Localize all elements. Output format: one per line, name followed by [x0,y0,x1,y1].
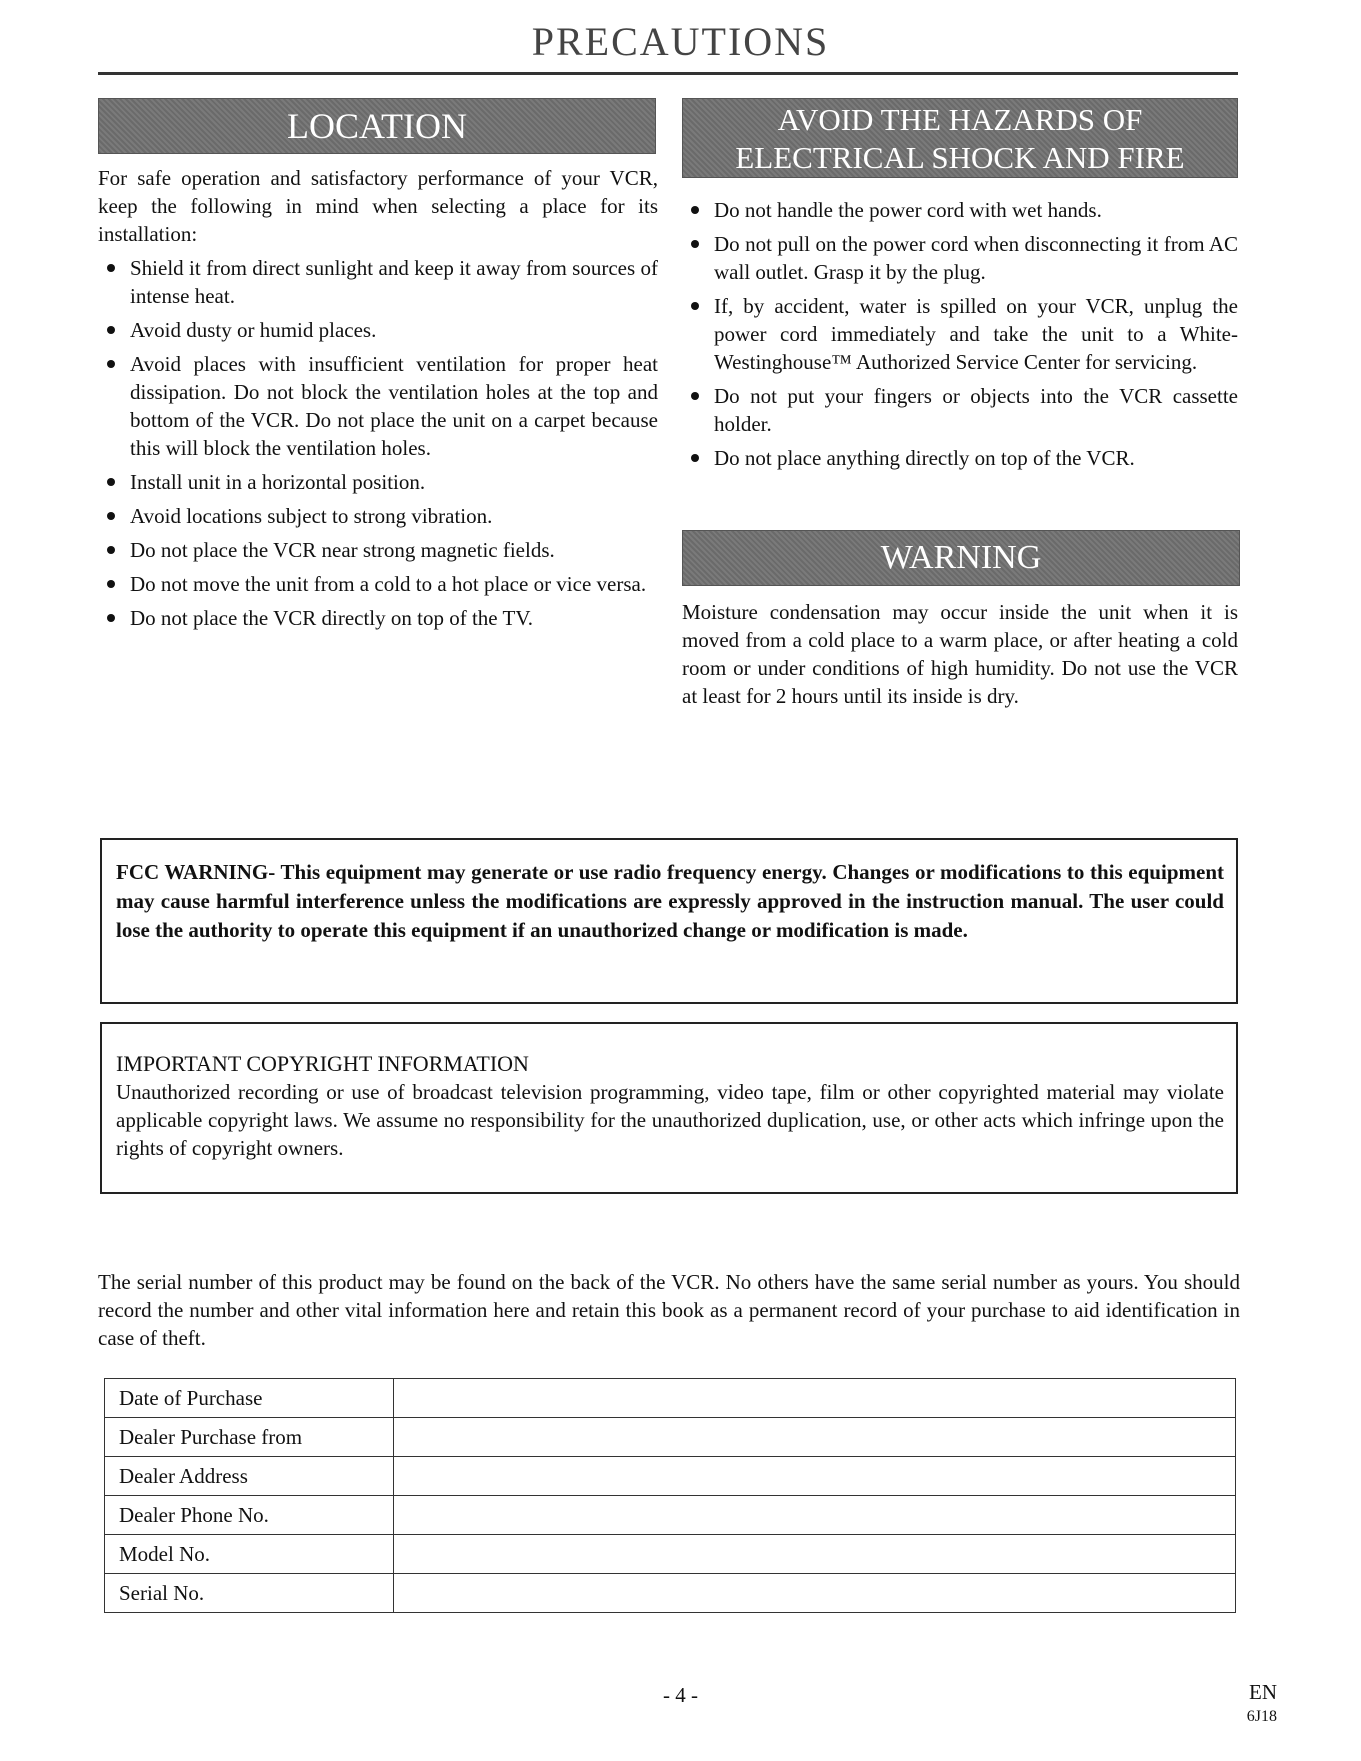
serial-number-note: The serial number of this product may be found on the back of the VCR. No others have the same serial number as yours. You should record the number and other vital information here and retain this book as a permanent record of your purchase to aid identification in case of theft. [98,1270,1240,1350]
location-item: Install unit in a horizontal position. [98,468,658,496]
hazards-heading-line1: AVOID THE HAZARDS OF [777,102,1143,137]
warning-heading: WARNING [682,530,1240,586]
record-value-cell [394,1379,1236,1418]
hazards-section [682,196,1238,478]
location-item: Avoid locations subject to strong vibration. [98,502,658,530]
fcc-warning-box [100,838,1238,1004]
purchase-record-table [104,1378,1236,1613]
location-item: Do not place the VCR near strong magnetic fields. [98,536,658,564]
hazard-item: Do not place anything directly on top of the VCR. [682,444,1238,472]
document-code: 6J18 [1246,1708,1277,1725]
hazards-heading [682,98,1238,178]
page-number: - 4 - [663,1683,698,1707]
location-item: Shield it from direct sunlight and keep it away from sources of intense heat. [98,254,658,310]
record-value-cell [394,1496,1236,1535]
hazard-item: Do not put your fingers or objects into the VCR cassette holder. [682,382,1238,438]
table-row [105,1418,1236,1457]
location-intro: For safe operation and satisfactory performance of your VCR, keep the following in mind when selecting a place for its installation: [98,166,658,246]
warning-text: Moisture condensation may occur inside the unit when it is moved from a cold place to a warm place, or after heating a cold room or under conditions of high humidity. Do not use the VCR at least for 2 hours until its inside is dry. [682,600,1238,708]
hazards-heading-line2: ELECTRICAL SHOCK AND FIRE [735,140,1185,175]
record-label: Model No. [105,1535,394,1574]
record-label: Serial No. [105,1574,394,1613]
hazards-list [682,196,1238,472]
copyright-text: Unauthorized recording or use of broadcast television programming, video tape, film or other copyrighted material may violate applicable copyright laws. We assume no responsibility for the unauthorized duplication, use, or other acts which infringe upon the rights of copyright owners. [116,1080,1224,1160]
table-row [105,1496,1236,1535]
record-label: Date of Purchase [105,1379,394,1418]
copyright-box [100,1022,1238,1194]
location-item: Avoid dusty or humid places. [98,316,658,344]
record-value-cell [394,1418,1236,1457]
table-row [105,1379,1236,1418]
record-value-cell [394,1457,1236,1496]
table-row [105,1574,1236,1613]
location-section [98,164,658,638]
title-divider [98,72,1238,75]
record-value-cell [394,1535,1236,1574]
fcc-warning-text: FCC WARNING- This equipment may generate or use radio frequency energy. Changes or modifications to this equipment may cause harmful interference unless the modifications are expressly approved in the instruction manual. The user could lose the authority to operate this equipment if an unauthorized change or modification is made. [116,860,1224,942]
hazard-item: If, by accident, water is spilled on your VCR, unplug the power cord immediately and take the unit to a White-Westinghouse™ Authorized Service Center for servicing. [682,292,1238,376]
record-value-cell [394,1574,1236,1613]
location-heading: LOCATION [98,98,656,154]
language-code: EN [1249,1680,1277,1704]
copyright-title: IMPORTANT COPYRIGHT INFORMATION [116,1051,529,1076]
location-item: Do not place the VCR directly on top of the TV. [98,604,658,632]
table-row [105,1535,1236,1574]
hazard-item: Do not pull on the power cord when disconnecting it from AC wall outlet. Grasp it by the plug. [682,230,1238,286]
record-label: Dealer Purchase from [105,1418,394,1457]
location-item: Do not move the unit from a cold to a hot place or vice versa. [98,570,658,598]
hazard-item: Do not handle the power cord with wet hands. [682,196,1238,224]
location-item: Avoid places with insufficient ventilation for proper heat dissipation. Do not block the ventilation holes at the top and bottom of the VCR. Do not place the unit on a carpet because this will block the ventilation holes. [98,350,658,462]
record-label: Dealer Phone No. [105,1496,394,1535]
table-row [105,1457,1236,1496]
location-list [98,254,658,632]
page-title: PRECAUTIONS [531,19,830,64]
record-label: Dealer Address [105,1457,394,1496]
